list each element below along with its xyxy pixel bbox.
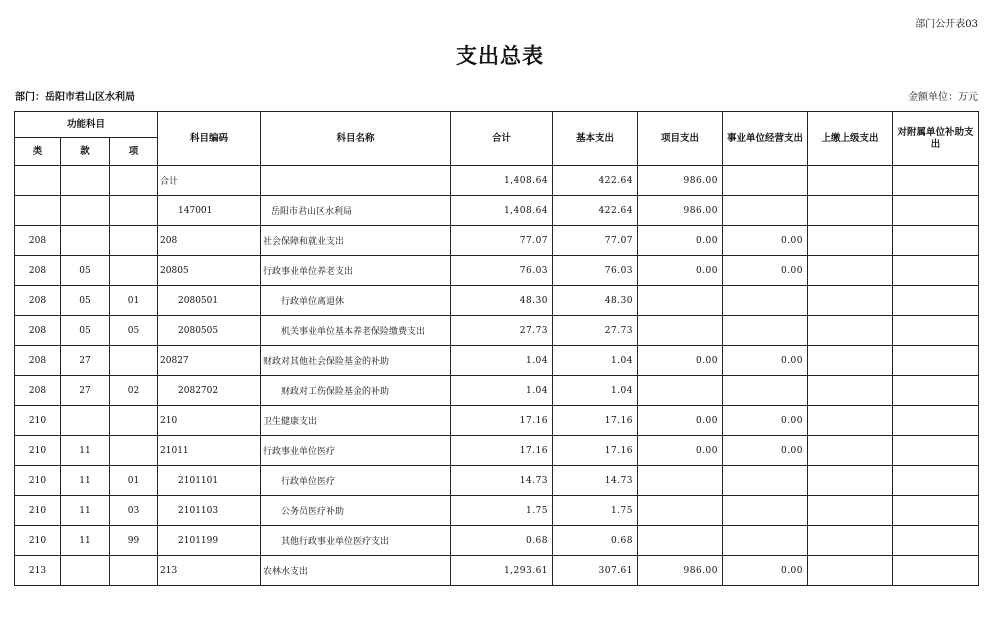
cell-enterprise: 0.00 — [723, 556, 808, 586]
cell-total: 1,408.64 — [451, 166, 553, 196]
cell-project: 986.00 — [638, 196, 723, 226]
cell-subsidy — [893, 466, 979, 496]
cell-subsidy — [893, 316, 979, 346]
cell-subject-code: 20805 — [158, 256, 261, 286]
table-row — [15, 346, 979, 376]
cell-xiang: 99 — [110, 526, 158, 556]
table-body — [15, 166, 979, 586]
cell-kuan — [61, 166, 110, 196]
header-project-expenditure: 项目支出 — [638, 112, 723, 166]
cell-kuan: 05 — [61, 286, 110, 316]
cell-xiang — [110, 556, 158, 586]
cell-kuan: 27 — [61, 346, 110, 376]
cell-project — [638, 466, 723, 496]
cell-subject-code: 21011 — [158, 436, 261, 466]
cell-subject-code: 208 — [158, 226, 261, 256]
cell-upper — [808, 226, 893, 256]
table-row — [15, 256, 979, 286]
table-row — [15, 376, 979, 406]
cell-kuan: 11 — [61, 436, 110, 466]
header-enterprise-operating: 事业单位经营支出 — [723, 112, 808, 166]
cell-kuan — [61, 406, 110, 436]
cell-subject-name: 财政对工伤保险基金的补助 — [261, 376, 451, 406]
cell-xiang — [110, 196, 158, 226]
cell-total: 17.16 — [451, 406, 553, 436]
cell-lei: 208 — [15, 376, 61, 406]
cell-xiang: 05 — [110, 316, 158, 346]
table-row — [15, 466, 979, 496]
cell-kuan: 11 — [61, 526, 110, 556]
cell-upper — [808, 526, 893, 556]
cell-subject-code: 210 — [158, 406, 261, 436]
cell-project: 986.00 — [638, 166, 723, 196]
cell-upper — [808, 196, 893, 226]
cell-enterprise — [723, 166, 808, 196]
cell-upper — [808, 436, 893, 466]
header-lei: 类 — [15, 138, 61, 166]
table-row — [15, 526, 979, 556]
cell-total: 1.04 — [451, 376, 553, 406]
header-upper-level-payment: 上缴上级支出 — [808, 112, 893, 166]
cell-total: 14.73 — [451, 466, 553, 496]
cell-kuan — [61, 556, 110, 586]
cell-xiang: 01 — [110, 466, 158, 496]
cell-subsidy — [893, 406, 979, 436]
header-basic-expenditure: 基本支出 — [553, 112, 638, 166]
cell-enterprise: 0.00 — [723, 346, 808, 376]
cell-lei: 208 — [15, 226, 61, 256]
cell-lei: 210 — [15, 406, 61, 436]
cell-subsidy — [893, 256, 979, 286]
cell-lei: 208 — [15, 286, 61, 316]
table-row — [15, 406, 979, 436]
cell-kuan: 27 — [61, 376, 110, 406]
cell-enterprise — [723, 286, 808, 316]
header-subsidiary-subsidy: 对附属单位补助支出 — [893, 112, 979, 166]
header-total: 合计 — [451, 112, 553, 166]
cell-basic: 1.04 — [553, 346, 638, 376]
cell-project: 0.00 — [638, 406, 723, 436]
amount-unit-label: 金额单位：万元 — [908, 92, 978, 103]
cell-basic: 422.64 — [553, 196, 638, 226]
cell-subject-name: 卫生健康支出 — [261, 406, 451, 436]
cell-subject-name: 社会保障和就业支出 — [261, 226, 451, 256]
cell-subsidy — [893, 346, 979, 376]
cell-subsidy — [893, 556, 979, 586]
cell-xiang: 02 — [110, 376, 158, 406]
header-subject-name: 科目名称 — [261, 112, 451, 166]
cell-lei — [15, 166, 61, 196]
cell-xiang — [110, 436, 158, 466]
cell-subject-code: 213 — [158, 556, 261, 586]
cell-subject-code: 20827 — [158, 346, 261, 376]
cell-xiang — [110, 346, 158, 376]
cell-enterprise — [723, 526, 808, 556]
cell-subject-code: 2101199 — [158, 526, 261, 556]
cell-xiang: 03 — [110, 496, 158, 526]
cell-total: 17.16 — [451, 436, 553, 466]
cell-xiang — [110, 226, 158, 256]
table-header — [15, 112, 979, 166]
cell-enterprise — [723, 196, 808, 226]
cell-upper — [808, 346, 893, 376]
cell-subject-code: 合计 — [158, 166, 261, 196]
table-row — [15, 316, 979, 346]
cell-subject-code: 2082702 — [158, 376, 261, 406]
cell-total: 27.73 — [451, 316, 553, 346]
cell-basic: 76.03 — [553, 256, 638, 286]
expenditure-summary-table — [14, 111, 979, 586]
cell-enterprise — [723, 496, 808, 526]
table-row — [15, 436, 979, 466]
cell-total: 76.03 — [451, 256, 553, 286]
cell-enterprise: 0.00 — [723, 406, 808, 436]
cell-enterprise: 0.00 — [723, 256, 808, 286]
cell-upper — [808, 556, 893, 586]
cell-basic: 422.64 — [553, 166, 638, 196]
header-function-subject: 功能科目 — [15, 112, 158, 138]
cell-basic: 14.73 — [553, 466, 638, 496]
cell-subsidy — [893, 166, 979, 196]
table-row — [15, 226, 979, 256]
cell-basic: 0.68 — [553, 526, 638, 556]
cell-basic: 1.04 — [553, 376, 638, 406]
cell-project — [638, 496, 723, 526]
cell-subject-code: 2101103 — [158, 496, 261, 526]
cell-lei: 210 — [15, 496, 61, 526]
cell-project — [638, 526, 723, 556]
cell-lei: 210 — [15, 526, 61, 556]
cell-subject-code: 2080501 — [158, 286, 261, 316]
cell-project — [638, 316, 723, 346]
cell-subject-name: 行政单位离退休 — [261, 286, 451, 316]
cell-subsidy — [893, 226, 979, 256]
cell-project: 0.00 — [638, 436, 723, 466]
cell-xiang — [110, 256, 158, 286]
cell-kuan: 05 — [61, 316, 110, 346]
cell-basic: 1.75 — [553, 496, 638, 526]
cell-basic: 48.30 — [553, 286, 638, 316]
cell-subsidy — [893, 376, 979, 406]
cell-upper — [808, 166, 893, 196]
table-row — [15, 166, 979, 196]
cell-basic: 27.73 — [553, 316, 638, 346]
cell-project: 0.00 — [638, 226, 723, 256]
cell-project — [638, 376, 723, 406]
cell-subject-code: 147001 — [158, 196, 261, 226]
table-row — [15, 286, 979, 316]
cell-upper — [808, 376, 893, 406]
cell-subject-name: 行政事业单位养老支出 — [261, 256, 451, 286]
header-xiang: 项 — [110, 138, 158, 166]
cell-lei: 210 — [15, 466, 61, 496]
table-row — [15, 556, 979, 586]
cell-subsidy — [893, 196, 979, 226]
cell-project: 0.00 — [638, 346, 723, 376]
cell-xiang — [110, 166, 158, 196]
cell-subject-code: 2101101 — [158, 466, 261, 496]
cell-enterprise: 0.00 — [723, 436, 808, 466]
cell-subsidy — [893, 286, 979, 316]
cell-total: 1,293.61 — [451, 556, 553, 586]
cell-upper — [808, 496, 893, 526]
cell-enterprise — [723, 376, 808, 406]
department-label: 部门：岳阳市君山区水利局 — [15, 92, 135, 103]
cell-enterprise — [723, 316, 808, 346]
cell-lei: 208 — [15, 256, 61, 286]
cell-upper — [808, 256, 893, 286]
cell-xiang: 01 — [110, 286, 158, 316]
cell-kuan — [61, 226, 110, 256]
cell-kuan: 11 — [61, 466, 110, 496]
cell-total: 1.75 — [451, 496, 553, 526]
cell-subject-name: 财政对其他社会保险基金的补助 — [261, 346, 451, 376]
cell-subject-name: 农林水支出 — [261, 556, 451, 586]
table-number-label: 部门公开表03 — [915, 19, 978, 30]
cell-subject-name: 行政事业单位医疗 — [261, 436, 451, 466]
cell-basic: 17.16 — [553, 436, 638, 466]
table-row — [15, 496, 979, 526]
cell-lei — [15, 196, 61, 226]
cell-subject-code: 2080505 — [158, 316, 261, 346]
cell-basic: 17.16 — [553, 406, 638, 436]
cell-project — [638, 286, 723, 316]
cell-upper — [808, 316, 893, 346]
cell-subject-name: 其他行政事业单位医疗支出 — [261, 526, 451, 556]
cell-basic: 77.07 — [553, 226, 638, 256]
cell-basic: 307.61 — [553, 556, 638, 586]
cell-lei: 213 — [15, 556, 61, 586]
cell-lei: 208 — [15, 316, 61, 346]
cell-subsidy — [893, 496, 979, 526]
header-kuan: 款 — [61, 138, 110, 166]
header-subject-code: 科目编码 — [158, 112, 261, 166]
cell-lei: 210 — [15, 436, 61, 466]
cell-subject-name: 机关事业单位基本养老保险缴费支出 — [261, 316, 451, 346]
cell-upper — [808, 286, 893, 316]
cell-upper — [808, 466, 893, 496]
cell-subsidy — [893, 526, 979, 556]
cell-total: 77.07 — [451, 226, 553, 256]
cell-total: 1,408.64 — [451, 196, 553, 226]
table-row — [15, 196, 979, 226]
cell-kuan — [61, 196, 110, 226]
cell-lei: 208 — [15, 346, 61, 376]
cell-upper — [808, 406, 893, 436]
cell-subject-name: 岳阳市君山区水利局 — [261, 196, 451, 226]
cell-total: 0.68 — [451, 526, 553, 556]
cell-kuan: 11 — [61, 496, 110, 526]
cell-xiang — [110, 406, 158, 436]
cell-subsidy — [893, 436, 979, 466]
cell-enterprise — [723, 466, 808, 496]
page-title: 支出总表 — [456, 44, 544, 68]
cell-kuan: 05 — [61, 256, 110, 286]
cell-subject-name: 行政单位医疗 — [261, 466, 451, 496]
cell-project: 986.00 — [638, 556, 723, 586]
cell-project: 0.00 — [638, 256, 723, 286]
cell-total: 48.30 — [451, 286, 553, 316]
cell-enterprise: 0.00 — [723, 226, 808, 256]
cell-subject-name: 公务员医疗补助 — [261, 496, 451, 526]
cell-subject-name — [261, 166, 451, 196]
cell-total: 1.04 — [451, 346, 553, 376]
